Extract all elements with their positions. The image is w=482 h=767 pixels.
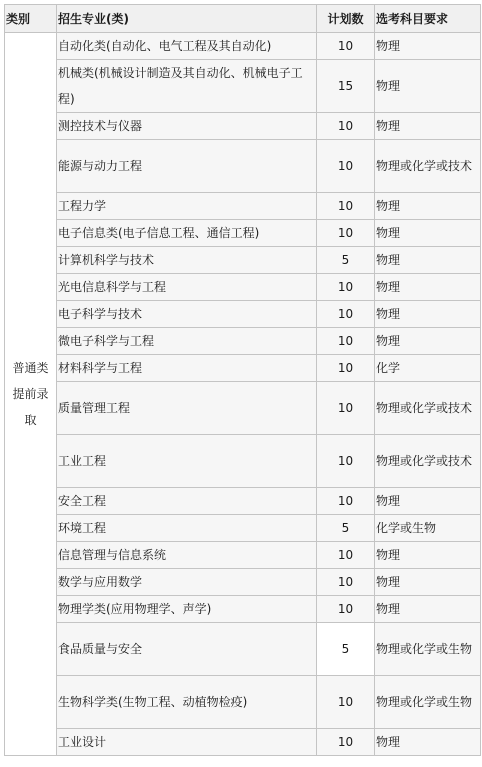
major-cell: 测控技术与仪器: [57, 113, 317, 140]
table-row: [5, 274, 481, 301]
requirement-cell: 物理: [375, 113, 481, 140]
requirement-cell: 物理: [375, 247, 481, 274]
major-cell: 生物科学类(生物工程、动植物检疫): [57, 676, 317, 729]
major-cell: 计算机科学与技术: [57, 247, 317, 274]
count-cell: 10: [317, 569, 375, 596]
requirement-cell: 物理: [375, 60, 481, 113]
count-cell: 10: [317, 33, 375, 60]
requirement-cell: 物理或化学或技术: [375, 140, 481, 193]
major-cell: 数学与应用数学: [57, 569, 317, 596]
count-cell: 5: [317, 247, 375, 274]
table-row: [5, 247, 481, 274]
requirement-cell: 物理或化学或技术: [375, 435, 481, 488]
count-cell: 10: [317, 220, 375, 247]
count-cell: 10: [317, 274, 375, 301]
requirement-cell: 物理: [375, 569, 481, 596]
requirement-cell: 物理: [375, 33, 481, 60]
table-row: [5, 515, 481, 542]
table-row: [5, 596, 481, 623]
header-major: 招生专业(类): [57, 5, 317, 33]
major-cell: 信息管理与信息系统: [57, 542, 317, 569]
table-row: [5, 33, 481, 60]
table-row: [5, 113, 481, 140]
table-row: [5, 569, 481, 596]
count-cell: 10: [317, 328, 375, 355]
count-cell: 10: [317, 488, 375, 515]
requirement-cell: 物理: [375, 220, 481, 247]
count-cell: 10: [317, 301, 375, 328]
requirement-cell: 化学或生物: [375, 515, 481, 542]
major-cell: 工程力学: [57, 193, 317, 220]
count-cell: 10: [317, 355, 375, 382]
table-header-row: [5, 5, 481, 33]
count-cell: 10: [317, 729, 375, 756]
table-row: [5, 676, 481, 729]
major-cell: 电子科学与技术: [57, 301, 317, 328]
table-row: [5, 623, 481, 676]
count-cell: 10: [317, 113, 375, 140]
major-cell: 物理学类(应用物理学、声学): [57, 596, 317, 623]
requirement-cell: 物理: [375, 328, 481, 355]
count-cell: 15: [317, 60, 375, 113]
count-cell: 10: [317, 676, 375, 729]
table-row: [5, 60, 481, 113]
major-cell: 能源与动力工程: [57, 140, 317, 193]
major-cell: 机械类(机械设计制造及其自动化、机械电子工程): [57, 60, 317, 113]
major-cell: 电子信息类(电子信息工程、通信工程): [57, 220, 317, 247]
requirement-cell: 物理: [375, 193, 481, 220]
table-row: [5, 382, 481, 435]
major-cell: 食品质量与安全: [57, 623, 317, 676]
table-row: [5, 328, 481, 355]
header-count: 计划数: [317, 5, 375, 33]
header-category: 类别: [5, 5, 57, 33]
requirement-cell: 物理: [375, 488, 481, 515]
requirement-cell: 物理: [375, 596, 481, 623]
count-cell: 10: [317, 193, 375, 220]
major-cell: 微电子科学与工程: [57, 328, 317, 355]
table-row: [5, 301, 481, 328]
table-row: [5, 140, 481, 193]
requirement-cell: 化学: [375, 355, 481, 382]
major-cell: 工业设计: [57, 729, 317, 756]
requirement-cell: 物理: [375, 274, 481, 301]
count-cell: 5: [317, 515, 375, 542]
table-row: [5, 355, 481, 382]
major-cell: 自动化类(自动化、电气工程及其自动化): [57, 33, 317, 60]
requirement-cell: 物理: [375, 729, 481, 756]
major-cell: 材料科学与工程: [57, 355, 317, 382]
requirement-cell: 物理: [375, 301, 481, 328]
count-cell: 10: [317, 435, 375, 488]
requirement-cell: 物理或化学或生物: [375, 623, 481, 676]
major-cell: 质量管理工程: [57, 382, 317, 435]
table-row: [5, 488, 481, 515]
requirement-cell: 物理或化学或技术: [375, 382, 481, 435]
major-cell: 安全工程: [57, 488, 317, 515]
requirement-cell: 物理: [375, 542, 481, 569]
count-cell: 10: [317, 140, 375, 193]
table-row: [5, 729, 481, 756]
category-cell: 普通类提前录取: [5, 33, 57, 756]
major-cell: 工业工程: [57, 435, 317, 488]
requirement-cell: 物理或化学或生物: [375, 676, 481, 729]
count-cell: 10: [317, 596, 375, 623]
table-row: [5, 435, 481, 488]
count-cell: 10: [317, 542, 375, 569]
major-cell: 光电信息科学与工程: [57, 274, 317, 301]
table-row: [5, 220, 481, 247]
admission-plan-table: [4, 4, 481, 756]
major-cell: 环境工程: [57, 515, 317, 542]
table-row: [5, 542, 481, 569]
count-cell: 5: [317, 623, 375, 676]
table-row: [5, 193, 481, 220]
header-requirement: 选考科目要求: [375, 5, 481, 33]
count-cell: 10: [317, 382, 375, 435]
